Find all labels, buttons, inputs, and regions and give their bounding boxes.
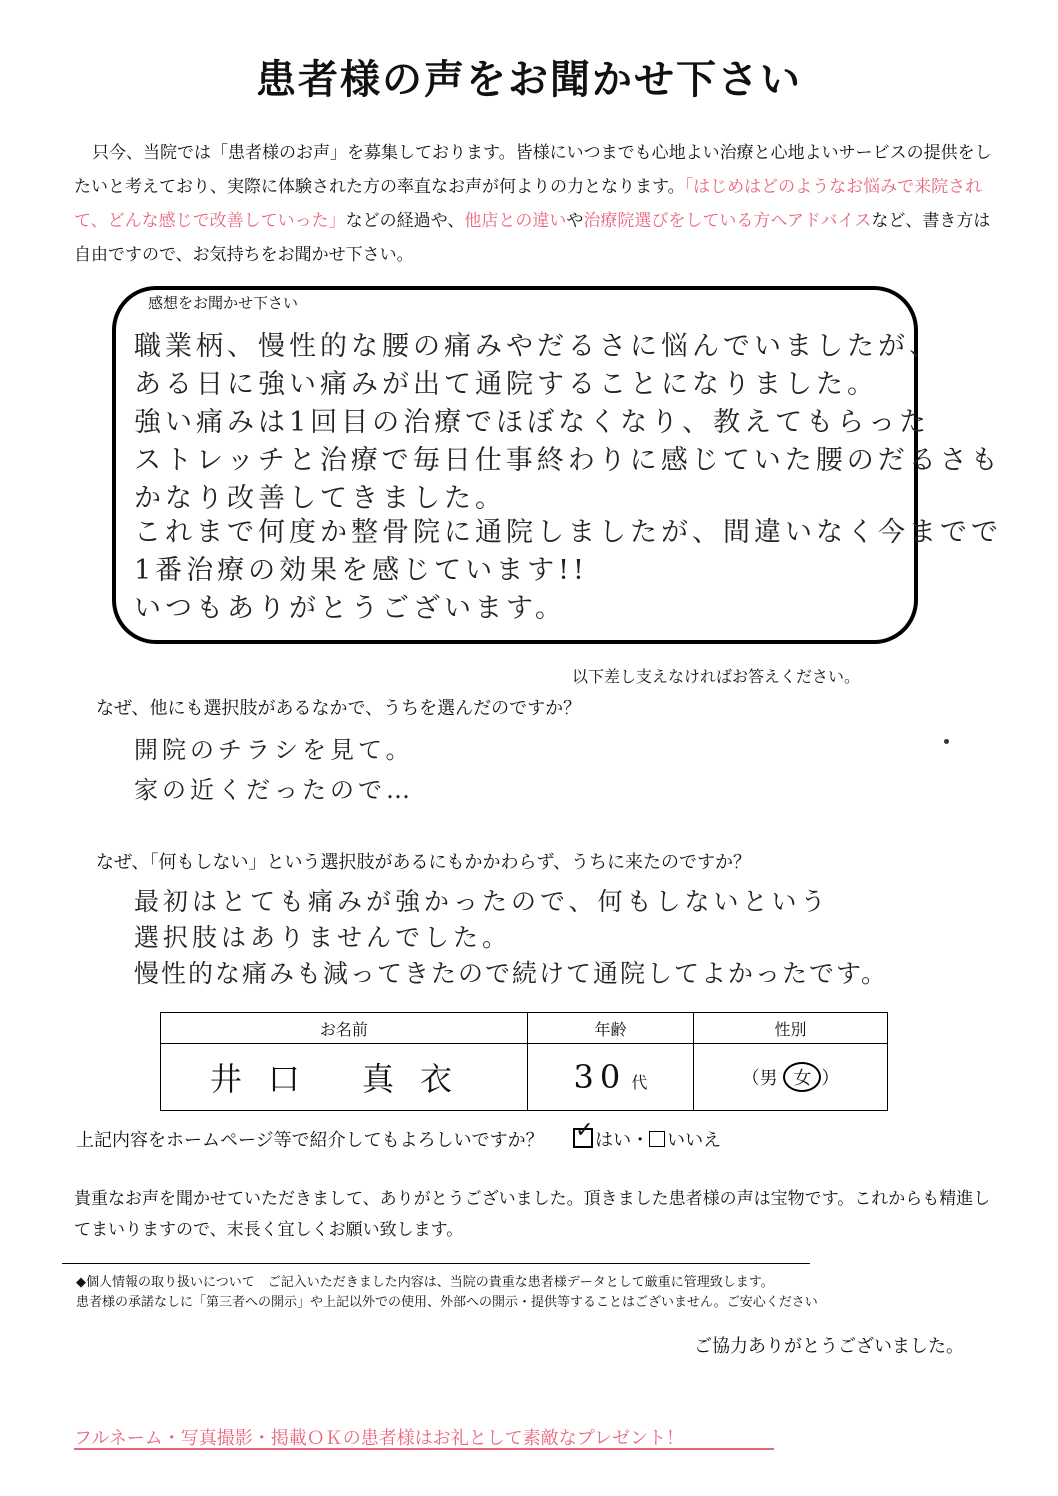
- no-label: いいえ: [667, 1130, 722, 1151]
- answer-2-line: 慢性的な痛みも減ってきたので続けて通院してよかったです。: [134, 959, 889, 988]
- gender-header: 性別: [694, 1013, 888, 1044]
- name-header: お名前: [161, 1013, 528, 1044]
- consent-question: 上記内容をホームページ等で紹介してもよろしいですか？: [76, 1130, 544, 1151]
- intro-text-1: 只今、当院では「患者様のお声」を募集しております。皆様にいつまでも心地よい治療と心地よいサービスの提供をしたいと考えており、実際に体験された方の率直なお声が何よりの力となります。: [74, 143, 992, 197]
- yes-checkbox[interactable]: [573, 1118, 594, 1148]
- impression-line: いつもありがとうございます。: [134, 593, 566, 624]
- intro-paragraph: [74, 136, 994, 272]
- answer-1-line: 開院のチラシを見て。: [134, 736, 414, 764]
- intro-text-3: や: [566, 211, 584, 231]
- intro-text-2: などの経過や、: [345, 211, 465, 231]
- answer-2-line: 選択肢はありませんでした。: [134, 923, 512, 952]
- intro-highlight-3: 治療院選びをしている方へアドバイス: [583, 211, 872, 231]
- privacy-note: [76, 1273, 818, 1313]
- divider: [62, 1263, 810, 1264]
- check-icon: ✓: [575, 1118, 594, 1143]
- impression-line: ストレッチと治療で毎日仕事終わりに感じていた腰のだるさも: [134, 445, 1002, 476]
- age-cell: [527, 1044, 693, 1111]
- age-value: 30: [573, 1058, 627, 1096]
- impression-line: これまで何度か整骨院に通院しましたが、間違いなく今までで: [134, 517, 1002, 548]
- impression-line: 職業柄、慢性的な腰の痛みやだるさに悩んでいましたが、: [134, 331, 940, 362]
- question-1: なぜ、他にも選択肢があるなかで、うちを選んだのですか？: [96, 698, 582, 719]
- yes-label: はい: [595, 1130, 632, 1151]
- intro-highlight-1: 「はじめはどのようなお悩みで来院されて、どんな感じで改善していった」: [74, 177, 983, 231]
- impressions-label: 感想をお聞かせ下さい: [148, 294, 299, 312]
- impression-line: かなり改善してきました。: [134, 483, 506, 514]
- optional-note: 以下差し支えなければお答えください。: [572, 667, 861, 686]
- impression-line: 強い痛みは1回目の治療でほぼなくなり、教えてもらった: [134, 407, 931, 438]
- present-banner: フルネーム・写真撮影・掲載ＯＫの患者様はお礼として素敵なプレゼント！: [74, 1428, 685, 1449]
- consent-separator: ・: [631, 1130, 650, 1151]
- name-cell: [161, 1044, 528, 1111]
- answer-1-line: 家の近くだったので…: [134, 776, 414, 804]
- privacy-line-2: 患者様の承諾なしに「第三者への開示」や上記以外での使用、外部への開示・提供等することはございません。ご安心ください: [76, 1295, 818, 1310]
- answer-2-line: 最初はとても痛みが強かったので、何もしないという: [134, 887, 830, 916]
- age-unit: 代: [631, 1073, 648, 1092]
- no-checkbox[interactable]: [649, 1131, 665, 1147]
- gender-selected: 女: [783, 1062, 821, 1092]
- present-underline: [74, 1448, 774, 1450]
- gender-cell: [694, 1044, 888, 1111]
- thanks-paragraph: 貴重なお声を聞かせていただきまして、ありがとうございました。頂きました患者様の声は宝物です。これからも精進してまいりますので、末長く宜しくお願い致します。: [74, 1189, 991, 1240]
- consent-row: [76, 1118, 722, 1152]
- gender-close: ）: [821, 1068, 840, 1089]
- intro-highlight-2: 他店との違い: [464, 211, 567, 231]
- patient-info-table: [160, 1012, 888, 1111]
- intro-text-4: など、書き方は自由ですので、お気持ちをお聞かせ下さい。: [74, 211, 991, 265]
- page-title: 患者様の声をお聞かせ下さい: [256, 57, 802, 103]
- closing-text: ご協力ありがとうございました。: [694, 1336, 964, 1357]
- gender-open: （男: [741, 1068, 778, 1089]
- privacy-line-1: ◆個人情報の取り扱いについて ご記入いただきました内容は、当院の貴重な患者様データとして厳重に管理致します。: [76, 1275, 774, 1290]
- impression-line: 1番治療の効果を感じています!!: [134, 555, 588, 586]
- stray-mark: [944, 739, 949, 744]
- name-value: 井口 真衣: [209, 1060, 479, 1098]
- question-2: なぜ、「何もしない」という選択肢があるにもかかわらず、うちに来たのですか？: [96, 852, 752, 873]
- age-header: 年齢: [527, 1013, 693, 1044]
- impression-line: ある日に強い痛みが出て通院することになりました。: [134, 369, 878, 400]
